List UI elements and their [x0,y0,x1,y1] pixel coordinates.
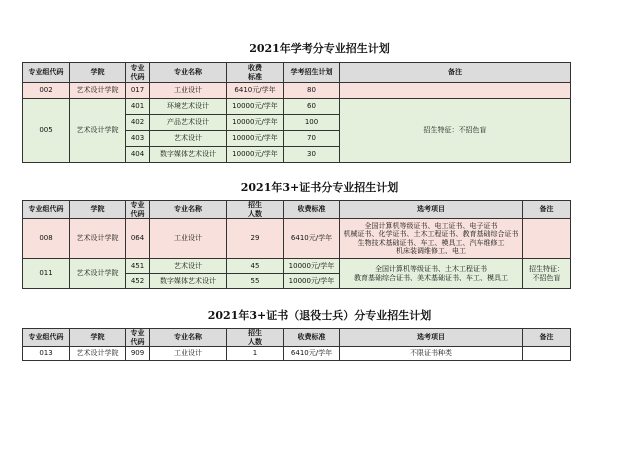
header-group-code: 专业组代码 [23,329,70,347]
major-name: 艺术设计 [150,131,227,147]
fee: 10000元/学年 [227,115,284,131]
header-college: 学院 [70,201,126,219]
header-group-code: 专业组代码 [23,201,70,219]
table-row [23,99,571,115]
enrollment-count: 45 [227,259,284,274]
header-major-name: 专业名称 [150,63,227,83]
note [523,347,571,361]
group-code: 002 [23,83,70,99]
college: 艺术设计学院 [70,259,126,289]
header-note: 备注 [340,63,571,83]
college: 艺术设计学院 [70,347,126,361]
major-name: 艺术设计 [150,259,227,274]
fee: 6410元/学年 [227,83,284,99]
note [340,83,571,99]
major-name: 产品艺术设计 [150,115,227,131]
header-major-code: 专业 代码 [126,63,150,83]
major-code: 017 [126,83,150,99]
plan-count: 100 [284,115,340,131]
group-code: 013 [23,347,70,361]
table2-certificate-plan [22,200,571,289]
enrollment-count: 55 [227,274,284,289]
header-note: 备注 [523,201,571,219]
college: 艺术设计学院 [70,83,126,99]
major-name: 工业设计 [150,83,227,99]
header-fee: 收费 标准 [227,63,284,83]
table1-academic-test-plan [22,62,571,163]
major-code: 402 [126,115,150,131]
header-enrollment: 招生 人数 [227,201,284,219]
header-college: 学院 [70,63,126,83]
table1-header-row [23,63,571,83]
major-code: 401 [126,99,150,115]
major-name: 工业设计 [150,219,227,259]
table2-header-row [23,201,571,219]
header-exam-items: 选考项目 [340,329,523,347]
enrollment-count: 29 [227,219,284,259]
plan-count: 60 [284,99,340,115]
header-group-code: 专业组代码 [23,63,70,83]
table2-title: 2021年3+证书分专业招生计划 [240,181,399,194]
header-college: 学院 [70,329,126,347]
header-major-name: 专业名称 [150,329,227,347]
table3-header-row [23,329,571,347]
fee: 10000元/学年 [227,147,284,163]
major-name: 环境艺术设计 [150,99,227,115]
header-plan: 学考招生计划 [284,63,340,83]
header-major-code: 专业 代码 [126,201,150,219]
table-row [23,219,571,259]
header-fee: 收费标准 [284,329,340,347]
college: 艺术设计学院 [70,219,126,259]
header-major-code: 专业 代码 [126,329,150,347]
table-row [23,259,571,274]
plan-count: 70 [284,131,340,147]
fee: 10000元/学年 [284,259,340,274]
major-name: 数字媒体艺术设计 [150,274,227,289]
plan-count: 30 [284,147,340,163]
college: 艺术设计学院 [70,99,126,163]
major-code: 403 [126,131,150,147]
group-code: 008 [23,219,70,259]
note [523,219,571,259]
table-row [23,83,571,99]
major-name: 工业设计 [150,347,227,361]
group-code: 005 [23,99,70,163]
table-row [23,347,571,361]
header-fee: 收费标准 [284,201,340,219]
plan-count: 80 [284,83,340,99]
note: 招生特征：不招色盲 [340,99,571,163]
fee: 6410元/学年 [284,347,340,361]
table3-title: 2021年3+证书（退役士兵）分专业招生计划 [207,309,432,322]
fee: 10000元/学年 [284,274,340,289]
major-code: 451 [126,259,150,274]
table3-veteran-certificate-plan [22,328,571,361]
fee: 6410元/学年 [284,219,340,259]
table1-title: 2021年学考分专业招生计划 [249,42,390,55]
fee: 10000元/学年 [227,131,284,147]
header-enrollment: 招生 人数 [227,329,284,347]
major-code: 909 [126,347,150,361]
group-code: 011 [23,259,70,289]
header-major-name: 专业名称 [150,201,227,219]
major-code: 064 [126,219,150,259]
exam-items: 不限证书种类 [340,347,523,361]
enrollment-count: 1 [227,347,284,361]
header-exam-items: 选考项目 [340,201,523,219]
major-name: 数字媒体艺术设计 [150,147,227,163]
exam-items: 全国计算机等级证书、土木工程证书 教育基础综合证书、美术基础证书、车工、模具工 [340,259,523,289]
exam-items: 全国计算机等级证书、电工证书、电子证书 机械证书、化学证书、土木工程证书、教育基础综合证书 生物技术基础证书、车工、模具工、汽车维修工 机床装调维修工、电工 [340,219,523,259]
major-code: 452 [126,274,150,289]
header-note: 备注 [523,329,571,347]
note: 招生特征： 不招色盲 [523,259,571,289]
fee: 10000元/学年 [227,99,284,115]
major-code: 404 [126,147,150,163]
